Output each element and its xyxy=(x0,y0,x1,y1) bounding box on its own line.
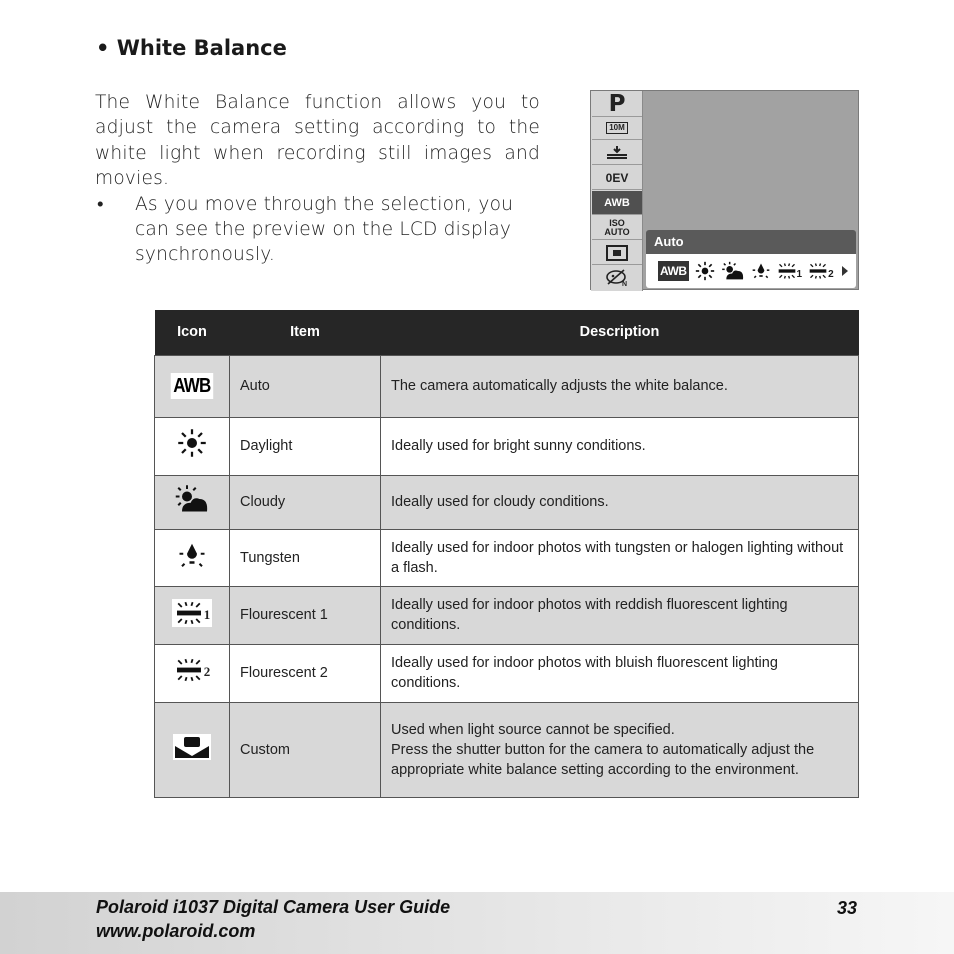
fluorescent-2-icon: 2 xyxy=(174,658,211,682)
lcd-awb-icon: AWB xyxy=(658,261,689,281)
lcd-wb-options xyxy=(646,254,856,288)
header-item: Item xyxy=(230,310,381,355)
awb-icon: AWB xyxy=(171,373,213,399)
lcd-fluorescent-2-icon: 2 xyxy=(808,262,834,280)
mode-indicator: P xyxy=(592,91,642,117)
intro-text xyxy=(95,90,540,268)
item-cell: Custom xyxy=(230,702,381,797)
lcd-daylight-icon xyxy=(695,261,715,281)
lcd-cloudy-icon xyxy=(721,261,745,281)
description-cell: Ideally used for bright sunny conditions. xyxy=(381,417,859,475)
intro-paragraph: The White Balance function allows you to adjust the camera setting according to the white light when recording still images and movies. xyxy=(95,92,540,190)
icon-cell xyxy=(155,586,230,644)
description-cell: Ideally used for indoor photos with reddish fluorescent lighting conditions. xyxy=(381,586,859,644)
page-footer xyxy=(0,892,954,954)
custom-icon xyxy=(173,734,211,760)
image-size-icon: 10M xyxy=(592,116,642,140)
heading-title: White Balance xyxy=(116,36,287,60)
footer-url: www.polaroid.com xyxy=(96,921,256,941)
face-detect-icon xyxy=(592,266,642,290)
description-line: Used when light source cannot be specified. xyxy=(391,721,675,738)
description-cell xyxy=(381,702,859,797)
intro-bullet xyxy=(95,192,540,268)
footer-title: Polaroid i1037 Digital Camera User Guide xyxy=(96,897,451,917)
wb-indicator: AWB xyxy=(592,191,642,215)
icon-cell xyxy=(155,702,230,797)
table-row xyxy=(155,475,859,529)
metering-icon xyxy=(592,241,642,265)
item-cell: Auto xyxy=(230,355,381,417)
svg-text:N: N xyxy=(622,281,628,287)
lcd-preview xyxy=(590,90,859,290)
table-row xyxy=(155,529,859,586)
bullet-text: As you move through the selection, you can see the preview on the LCD display synchronously. xyxy=(135,193,514,266)
heading-bullet: • xyxy=(96,36,110,60)
lcd-tungsten-icon xyxy=(751,261,771,281)
header-icon: Icon xyxy=(155,310,230,355)
bullet-symbol: • xyxy=(97,193,104,215)
header-description: Description xyxy=(381,310,859,355)
description-cell: The camera automatically adjusts the white balance. xyxy=(381,355,859,417)
description-cell: Ideally used for indoor photos with bluish fluorescent lighting conditions. xyxy=(381,644,859,702)
description-line: Press the shutter button for the camera to automatically adjust the appropriate white balance setting according to the environment. xyxy=(391,741,815,778)
lcd-selected-label: Auto xyxy=(646,230,856,254)
table-row xyxy=(155,702,859,797)
table-row xyxy=(155,644,859,702)
ev-indicator: 0EV xyxy=(592,166,642,190)
icon-cell xyxy=(155,417,230,475)
icon-cell xyxy=(155,475,230,529)
page-number: 33 xyxy=(837,898,858,918)
item-cell: Cloudy xyxy=(230,475,381,529)
cloudy-icon xyxy=(173,484,211,514)
table-row xyxy=(155,586,859,644)
icon-cell xyxy=(155,355,230,417)
tungsten-icon xyxy=(177,540,207,570)
table-row xyxy=(155,355,859,417)
description-cell: Ideally used for indoor photos with tungsten or halogen lighting without a flash. xyxy=(381,529,859,586)
item-cell: Flourescent 2 xyxy=(230,644,381,702)
icon-cell xyxy=(155,529,230,586)
table-row xyxy=(155,417,859,475)
table-header-row xyxy=(155,310,859,355)
section-heading xyxy=(96,36,287,60)
iso-indicator: ISO AUTO xyxy=(592,216,642,240)
icon-cell xyxy=(155,644,230,702)
quality-icon xyxy=(592,141,642,165)
white-balance-table xyxy=(154,310,859,798)
lcd-right-arrow-icon xyxy=(842,266,848,276)
item-cell: Daylight xyxy=(230,417,381,475)
lcd-menu xyxy=(591,91,643,291)
description-cell: Ideally used for cloudy conditions. xyxy=(381,475,859,529)
item-cell: Tungsten xyxy=(230,529,381,586)
lcd-fluorescent-1-icon: 1 xyxy=(777,262,803,280)
daylight-icon xyxy=(177,428,207,458)
fluorescent-1-icon: 1 xyxy=(172,599,213,627)
item-cell: Flourescent 1 xyxy=(230,586,381,644)
